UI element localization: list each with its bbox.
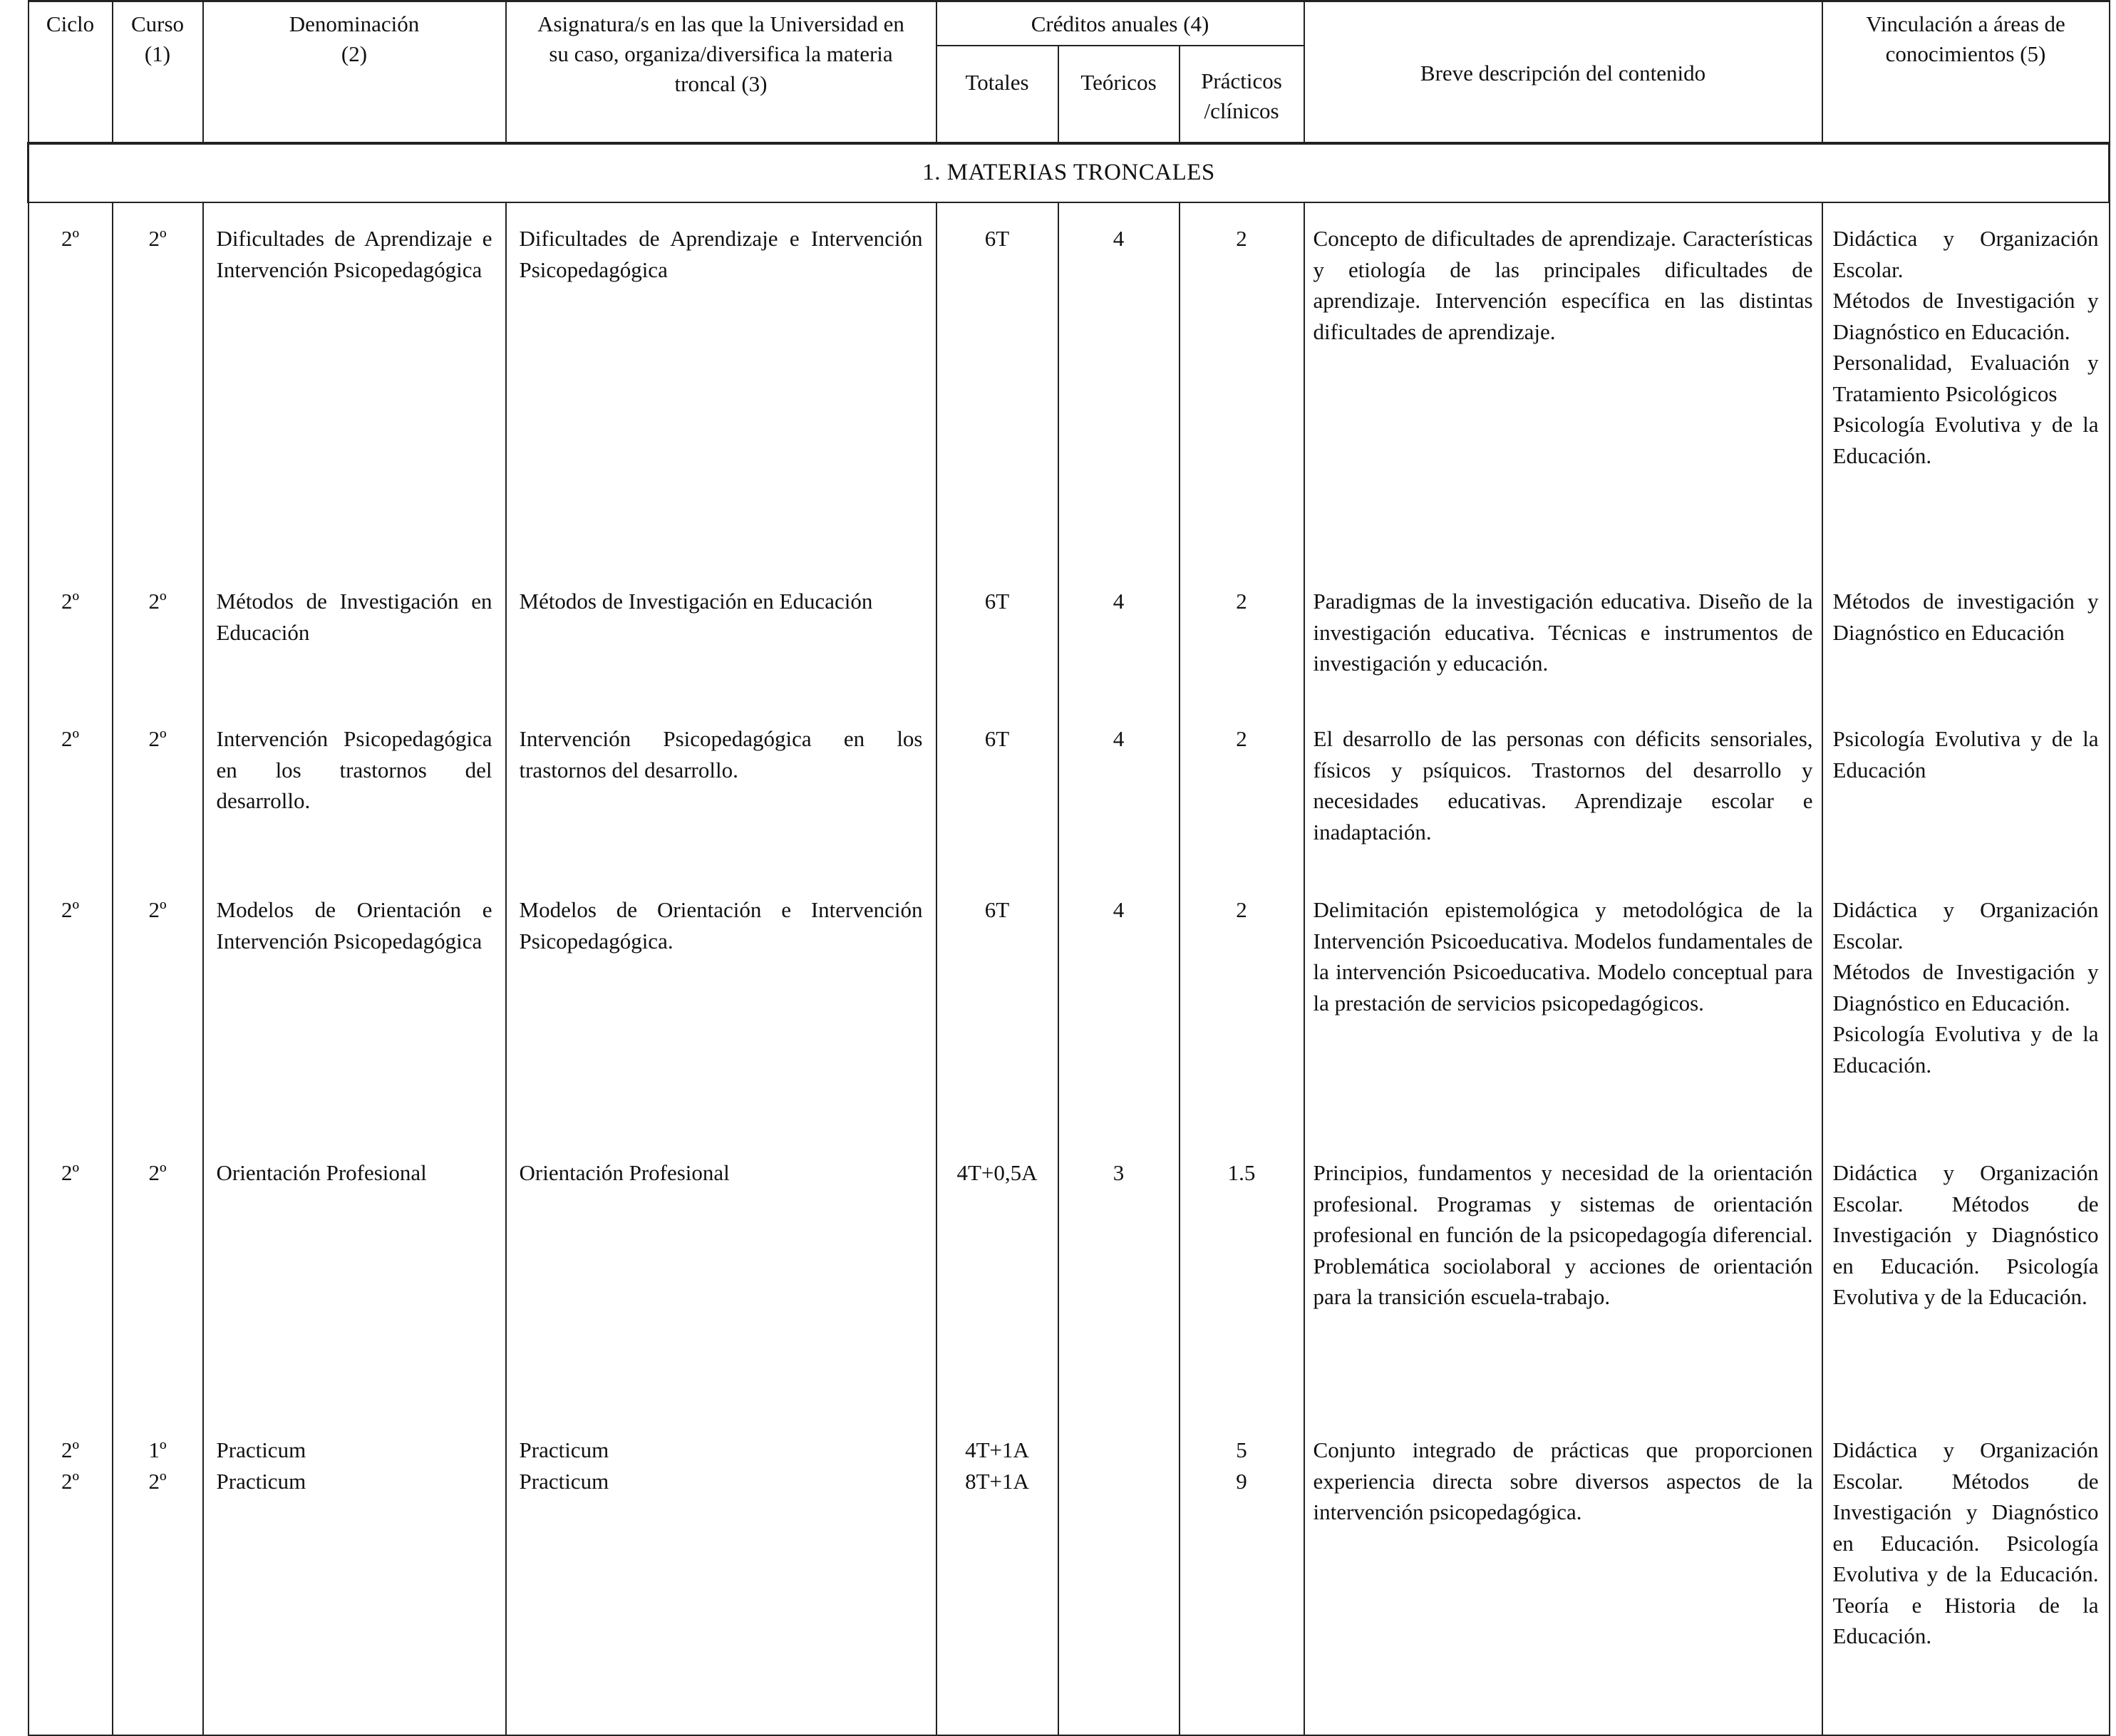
cell-descripcion: Concepto de dificultades de aprendizaje. Características y etiología de las principales dificultades de aprendizaje. Intervención específica en las distintas dificultades de aprendizaje. [1304,202,1822,572]
cell-practicos: 2 [1180,202,1304,572]
header-curso: Curso (1) [113,1,203,144]
cell-totales: 6T [936,880,1058,1143]
area-item: Psicología Evolutiva y de la Educación. [1832,412,2099,468]
header-practicos: Prácticos /clínicos [1180,46,1304,143]
cell-teoricos: 4 [1058,572,1180,709]
cell-descripcion: Conjunto integrado de prácticas que proporcionen experiencia directa sobre diversos aspectos de la intervención psicopedagógica. [1304,1420,1822,1735]
area-item: Didáctica y Organización Escolar. Métodos de Investigación y Diagnóstico en Educación. Psicología Evolutiva y de la Educación. Teoría e Historia de la Educación. [1832,1437,2099,1648]
header-ciclo: Ciclo [29,1,113,144]
cell-totales: 4T+1A 8T+1A [936,1420,1058,1735]
table-row [29,202,2110,572]
area-item: Métodos de Investigación y Diagnóstico en Educación. [1832,288,2099,344]
header-descripcion: Breve descripción del contenido [1304,1,1822,144]
cell-vinculacion [1822,202,2110,572]
cell-asignatura: Intervención Psicopedagógica en los trastornos del desarrollo. [506,709,936,880]
cell-ciclo: 2º [29,709,113,880]
table-row [29,572,2110,709]
cell-totales: 6T [936,202,1058,572]
header-asignatura: Asignatura/s en las que la Universidad en su caso, organiza/diversifica la materia troncal (3) [506,1,936,144]
table-row [29,709,2110,880]
cell-practicos: 2 [1180,709,1304,880]
cell-ciclo: 2º [29,572,113,709]
area-item: Personalidad, Evaluación y Tratamiento Psicológicos [1832,350,2099,406]
cell-denominacion: Modelos de Orientación e Intervención Psicopedagógica [203,880,506,1143]
cell-vinculacion [1822,1420,2110,1735]
cell-descripcion: Delimitación epistemológica y metodológica de la Intervención Psicoeducativa. Modelos fundamentales de la intervención Psicoeducativa. Modelo conceptual para la prestación de servicios psicopedagógicos. [1304,880,1822,1143]
cell-curso: 2º [113,880,203,1143]
cell-totales: 6T [936,572,1058,709]
cell-totales: 6T [936,709,1058,880]
cell-denominacion: Orientación Profesional [203,1143,506,1420]
cell-curso: 2º [113,572,203,709]
cell-curso: 2º [113,1143,203,1420]
cell-practicos: 2 [1180,880,1304,1143]
cell-descripcion: Paradigmas de la investigación educativa. Diseño de la investigación educativa. Técnicas e instrumentos de investigación y educación. [1304,572,1822,709]
table-row [29,1143,2110,1420]
header-vinculacion: Vinculación a áreas de conocimientos (5) [1822,1,2110,144]
area-item: Psicología Evolutiva y de la Educación [1832,726,2099,782]
cell-ciclo: 2º 2º [29,1420,113,1735]
cell-teoricos: 4 [1058,880,1180,1143]
cell-denominacion: Practicum Practicum [203,1420,506,1735]
cell-denominacion: Intervención Psicopedagógica en los trastornos del desarrollo. [203,709,506,880]
cell-practicos: 2 [1180,572,1304,709]
cell-ciclo: 2º [29,1143,113,1420]
cell-practicos: 5 9 [1180,1420,1304,1735]
cell-curso: 1º 2º [113,1420,203,1735]
cell-curso: 2º [113,202,203,572]
area-item: Psicología Evolutiva y de la Educación. [1832,1021,2099,1078]
cell-asignatura: Métodos de Investigación en Educación [506,572,936,709]
cell-asignatura: Practicum Practicum [506,1420,936,1735]
header-creditos-anuales: Créditos anuales (4) [936,1,1304,46]
area-item: Didáctica y Organización Escolar. Métodos de Investigación y Diagnóstico en Educación. Psicología Evolutiva y de la Educación. [1832,1160,2099,1309]
cell-totales: 4T+0,5A [936,1143,1058,1420]
header-totales: Totales [936,46,1058,143]
cell-denominacion: Dificultades de Aprendizaje e Intervención Psicopedagógica [203,202,506,572]
cell-curso: 2º [113,709,203,880]
cell-ciclo: 2º [29,880,113,1143]
cell-vinculacion [1822,880,2110,1143]
cell-asignatura: Dificultades de Aprendizaje e Intervención Psicopedagógica [506,202,936,572]
cell-teoricos: 4 [1058,202,1180,572]
cell-descripcion: El desarrollo de las personas con déficits sensoriales, físicos y psíquicos. Trastornos del desarrollo y necesidades educativas. Aprendizaje escolar e inadaptación. [1304,709,1822,880]
area-item: Didáctica y Organización Escolar. [1832,226,2099,282]
table-row [29,1420,2110,1735]
materias-troncales-table [27,0,2110,1736]
area-item: Métodos de investigación y Diagnóstico en Educación [1832,589,2099,645]
cell-denominacion: Métodos de Investigación en Educación [203,572,506,709]
area-item: Didáctica y Organización Escolar. [1832,897,2099,954]
cell-practicos: 1.5 [1180,1143,1304,1420]
header-denominacion: Denominación (2) [203,1,506,144]
cell-teoricos: 3 [1058,1143,1180,1420]
cell-asignatura: Modelos de Orientación e Intervención Psicopedagógica. [506,880,936,1143]
cell-ciclo: 2º [29,202,113,572]
cell-teoricos: 4 [1058,709,1180,880]
cell-asignatura: Orientación Profesional [506,1143,936,1420]
cell-vinculacion [1822,1143,2110,1420]
cell-vinculacion [1822,709,2110,880]
header-teoricos: Teóricos [1058,46,1180,143]
table-row [29,880,2110,1143]
document-page [27,0,2108,1650]
area-item: Métodos de Investigación y Diagnóstico en Educación. [1832,959,2099,1016]
cell-teoricos [1058,1420,1180,1735]
cell-vinculacion [1822,572,2110,709]
cell-descripcion: Principios, fundamentos y necesidad de la orientación profesional. Programas y sistemas de orientación profesional en función de la psicopedagogía diferencial. Problemática sociolaboral y acciones de orientación para la transición escuela-trabajo. [1304,1143,1822,1420]
table-title: 1. MATERIAS TRONCALES [29,143,2110,202]
